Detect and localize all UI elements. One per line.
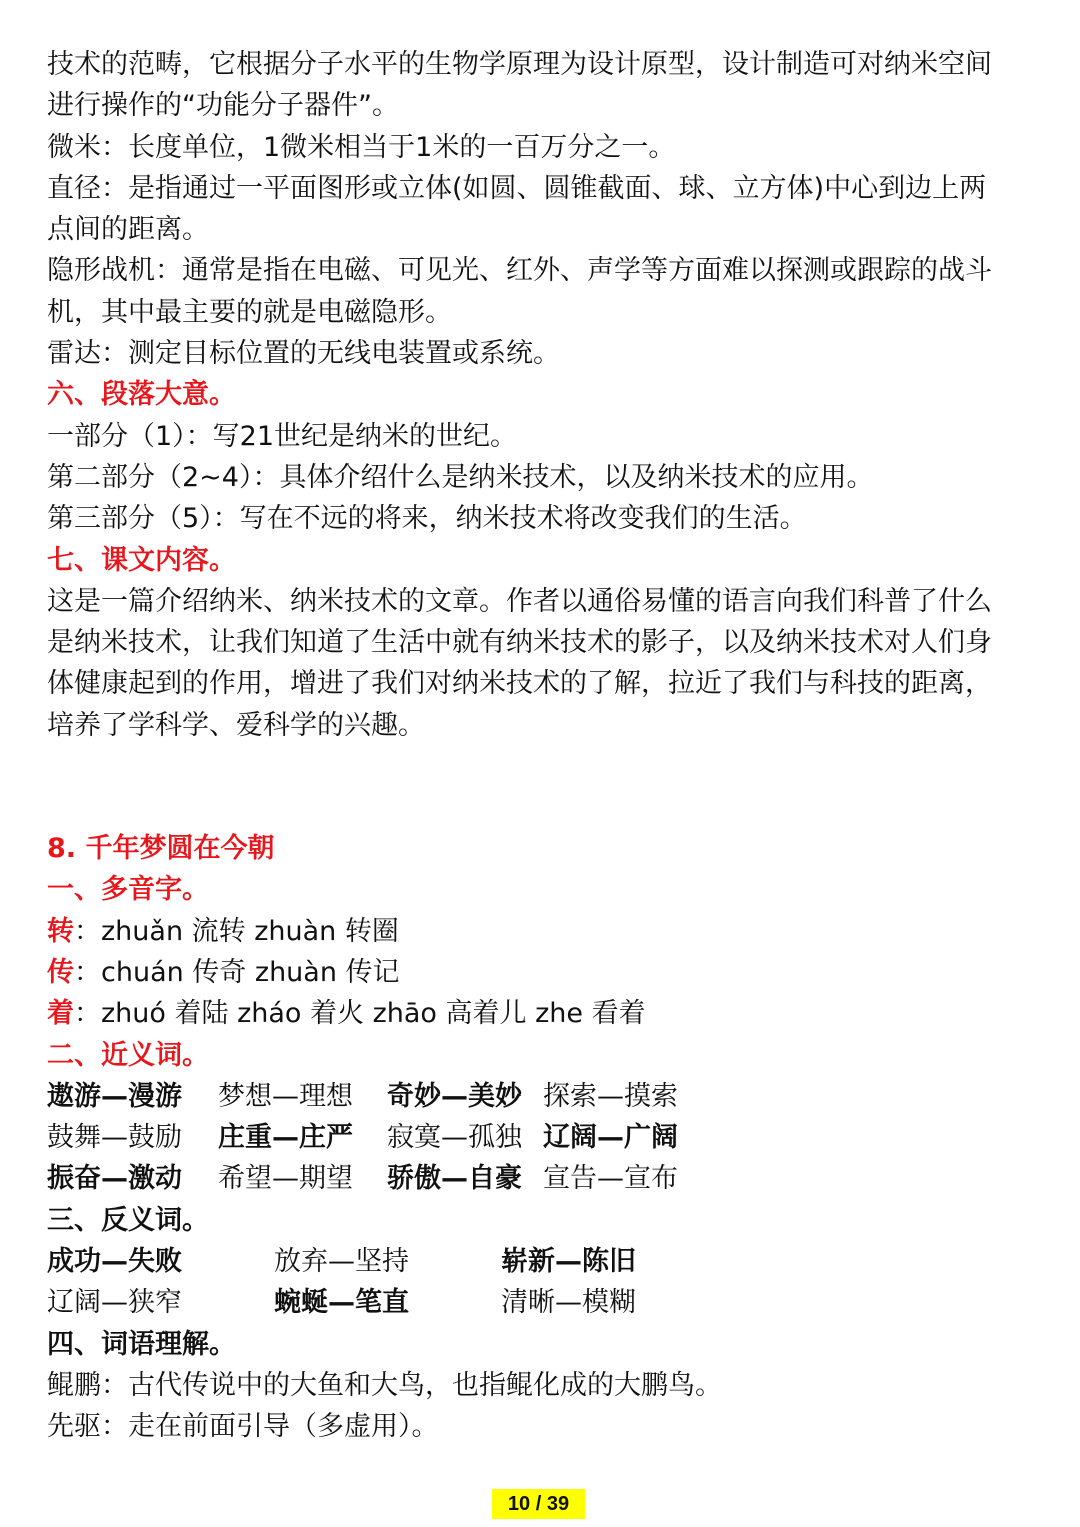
synonym-heading: 二、近义词。 <box>47 1039 209 1071</box>
synonym-pair: 庄重—庄严 <box>218 1122 353 1154</box>
synonym-pair: 振奋—激动 <box>47 1163 182 1195</box>
content-line: 这是一篇介绍纳米、纳米技术的文章。作者以通俗易懂的语言向我们科普了什么 <box>47 585 992 617</box>
content-line: 培养了学科学、爱科学的兴趣。 <box>47 709 425 741</box>
antonym-row <box>47 1282 1037 1323</box>
definition-line: 机，其中最主要的就是电磁隐形。 <box>47 296 452 328</box>
polyphone-char: 转 <box>47 915 74 947</box>
synonym-pair: 辽阔—广阔 <box>543 1122 678 1154</box>
polyphone-readings: ：chuán 传奇 zhuàn 传记 <box>74 956 400 988</box>
synonym-row <box>47 1117 1037 1158</box>
synonym-pair: 探索—摸索 <box>543 1080 678 1112</box>
page-number: 10 / 39 <box>492 1489 585 1519</box>
content-line: 体健康起到的作用，增进了我们对纳米技术的了解，拉近了我们与科技的距离， <box>47 668 992 700</box>
antonym-row <box>47 1241 1037 1282</box>
polyphone-entry <box>47 993 1037 1034</box>
vocab-line: 先驱：走在前面引导（多虚用）。 <box>47 1411 439 1443</box>
paragraph-heading: 六、段落大意。 <box>47 379 236 411</box>
vocab-line: 鲲鹏：古代传说中的大鱼和大鸟，也指鲲化成的大鹏鸟。 <box>47 1369 722 1401</box>
vocab-heading: 四、词语理解。 <box>47 1328 236 1360</box>
definition-line: 直径：是指通过一平面图形或立体(如圆、圆锥截面、球、立方体)中心到边上两 <box>47 172 987 204</box>
paragraph-line: 第三部分（5）：写在不远的将来，纳米技术将改变我们的生活。 <box>47 503 807 535</box>
definition-line: 点间的距离。 <box>47 214 209 246</box>
polyphone-char: 传 <box>47 956 74 988</box>
synonym-pair: 宣告—宣布 <box>543 1163 678 1195</box>
synonym-pair: 鼓舞—鼓励 <box>47 1122 182 1154</box>
synonym-row <box>47 1158 1037 1199</box>
antonym-pair: 辽阔—狭窄 <box>47 1287 182 1319</box>
polyphone-heading: 一、多音字。 <box>47 874 209 906</box>
document-page <box>47 44 1037 1448</box>
polyphone-char: 着 <box>47 998 74 1030</box>
antonym-pair: 放弃—坚持 <box>274 1246 409 1278</box>
paragraph-line: 第二部分（2~4）：具体介绍什么是纳米技术，以及纳米技术的应用。 <box>47 461 874 493</box>
content-heading: 七、课文内容。 <box>47 544 236 576</box>
synonym-pair: 梦想—理想 <box>218 1080 353 1112</box>
synonym-row <box>47 1076 1037 1117</box>
content-line: 是纳米技术，让我们知道了生活中就有纳米技术的影子，以及纳米技术对人们身 <box>47 627 992 659</box>
antonym-pair: 清晰—模糊 <box>501 1287 636 1319</box>
polyphone-readings: ：zhuǎn 流转 zhuàn 转圈 <box>74 915 399 947</box>
antonym-heading: 三、反义词。 <box>47 1204 209 1236</box>
polyphone-readings: ：zhuó 着陆 zháo 着火 zhāo 高着儿 zhe 看着 <box>74 998 646 1030</box>
definition-line: 技术的范畴，它根据分子水平的生物学原理为设计原型，设计制造可对纳米空间 <box>47 49 992 80</box>
synonym-pair: 骄傲—自豪 <box>387 1163 522 1195</box>
definition-line: 隐形战机：通常是指在电磁、可见光、红外、声学等方面难以探测或跟踪的战斗 <box>47 255 992 287</box>
synonym-pair: 遨游—漫游 <box>47 1080 182 1112</box>
antonym-pair: 成功—失败 <box>47 1246 182 1278</box>
synonym-pair: 奇妙—美妙 <box>387 1080 522 1112</box>
definition-line: 微米：长度单位，1微米相当于1米的一百万分之一。 <box>47 131 676 163</box>
definition-line: 进行操作的“功能分子器件”。 <box>47 90 399 122</box>
lesson-title: 8. 千年梦圆在今朝 <box>47 833 275 865</box>
synonym-pair: 寂寞—孤独 <box>387 1122 522 1154</box>
antonym-pair: 蜿蜒—笔直 <box>274 1287 409 1319</box>
section-spacer <box>47 746 1037 828</box>
paragraph-line: 一部分（1）：写21世纪是纳米的世纪。 <box>47 420 518 452</box>
synonym-pair: 希望—期望 <box>218 1163 353 1195</box>
polyphone-entry <box>47 952 1037 993</box>
antonym-pair: 崭新—陈旧 <box>501 1246 636 1278</box>
definition-line: 雷达：测定目标位置的无线电装置或系统。 <box>47 338 560 370</box>
polyphone-entry <box>47 911 1037 952</box>
